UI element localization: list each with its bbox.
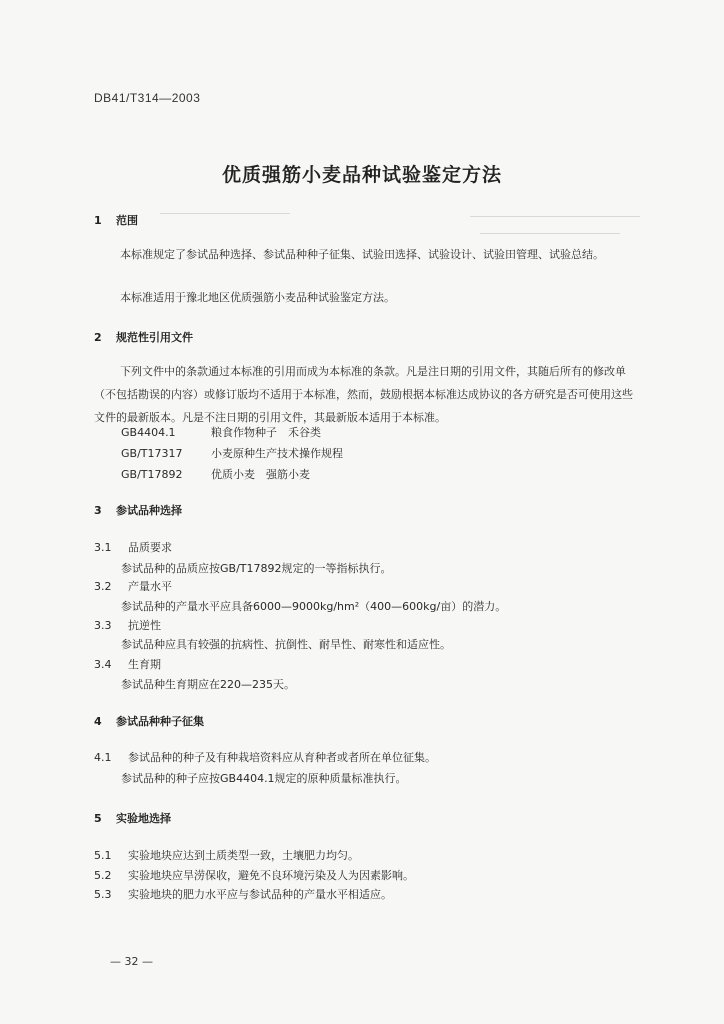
section-5-heading [94, 810, 171, 826]
subsection-line: 实验地块应旱涝保收，避免不良环境污染及人为因素影响。 [128, 869, 414, 882]
subsection-number: 3.4 [94, 658, 112, 671]
reference-name: 小麦原种生产技术操作规程 [211, 447, 343, 460]
subsection-number: 5.2 [94, 869, 112, 882]
section-title: 实验地选择 [116, 812, 171, 825]
subsection-text [94, 847, 359, 863]
section-title: 范围 [116, 214, 138, 227]
section-1-paragraph-2: 本标准适用于豫北地区优质强筋小麦品种试验鉴定方法。 [120, 291, 395, 304]
subsection-text [94, 749, 436, 765]
subsection-number: 4.1 [94, 751, 112, 764]
subsection-text: 参试品种的品质应按GB/T17892规定的一等指标执行。 [121, 562, 392, 575]
subsection-number: 3.2 [94, 580, 112, 593]
subsection-heading [94, 539, 172, 555]
reference-item [121, 466, 310, 482]
scan-noise [160, 213, 290, 214]
subsection-title: 生育期 [128, 658, 161, 671]
subsection-number: 5.3 [94, 888, 112, 901]
section-number: 4 [94, 715, 102, 728]
subsection-heading [94, 617, 161, 633]
standard-code: DB41/T314—2003 [94, 91, 201, 105]
section-number: 2 [94, 331, 102, 344]
section-title: 参试品种种子征集 [116, 715, 204, 728]
reference-code: GB/T17317 [121, 447, 183, 460]
subsection-text: 参试品种生育期应在220—235天。 [121, 678, 295, 691]
subsection-number: 5.1 [94, 849, 112, 862]
reference-item [121, 424, 321, 440]
subsection-heading [94, 578, 172, 594]
reference-item [121, 445, 343, 461]
section-3-heading [94, 502, 182, 518]
section-1-heading [94, 212, 138, 228]
subsection-heading [94, 656, 161, 672]
scan-noise [480, 233, 620, 234]
section-title: 参试品种选择 [116, 504, 182, 517]
reference-code: GB4404.1 [121, 426, 176, 439]
subsection-line: 实验地块的肥力水平应与参试品种的产量水平相适应。 [128, 888, 392, 901]
section-2-heading [94, 329, 193, 345]
section-1-paragraph-1: 本标准规定了参试品种选择、参试品种种子征集、试验田选择、试验设计、试验田管理、试验总结。 [120, 248, 604, 261]
subsection-text: 参试品种应具有较强的抗病性、抗倒性、耐旱性、耐寒性和适应性。 [121, 638, 451, 651]
document-title: 优质强筋小麦品种试验鉴定方法 [221, 164, 502, 186]
scan-noise [470, 216, 640, 217]
subsection-number: 3.3 [94, 619, 112, 632]
subsection-title: 抗逆性 [128, 619, 161, 632]
reference-name: 粮食作物种子 禾谷类 [211, 426, 321, 439]
reference-code: GB/T17892 [121, 468, 183, 481]
section-title: 规范性引用文件 [116, 331, 193, 344]
section-2-paragraph: 下列文件中的条款通过本标准的引用而成为本标准的条款。凡是注日期的引用文件，其随后所有的修改单（不包括勘误的内容）或修订版均不适用于本标准，然而，鼓励根据本标准达成协议的各方研究是否可使用这些文件的最新版本。凡是不注日期的引用文件，其最新版本适用于本标准。 [94, 365, 633, 424]
section-4-heading [94, 713, 204, 729]
subsection-title: 产量水平 [128, 580, 172, 593]
section-number: 3 [94, 504, 102, 517]
section-number: 1 [94, 214, 102, 227]
subsection-number: 3.1 [94, 541, 112, 554]
page-number: — 32 — [110, 955, 153, 968]
subsection-text [94, 886, 392, 902]
subsection-text [94, 867, 414, 883]
subsection-line: 参试品种的种子及有种栽培资料应从育种者或者所在单位征集。 [128, 751, 436, 764]
reference-name: 优质小麦 强筋小麦 [211, 468, 310, 481]
subsection-title: 品质要求 [128, 541, 172, 554]
subsection-text: 参试品种的种子应按GB4404.1规定的原种质量标准执行。 [121, 772, 407, 785]
section-number: 5 [94, 812, 102, 825]
subsection-text: 参试品种的产量水平应具备6000—9000kg/hm²（400—600kg/亩）的潜力。 [121, 600, 507, 613]
subsection-line: 实验地块应达到土质类型一致，土壤肥力均匀。 [128, 849, 359, 862]
